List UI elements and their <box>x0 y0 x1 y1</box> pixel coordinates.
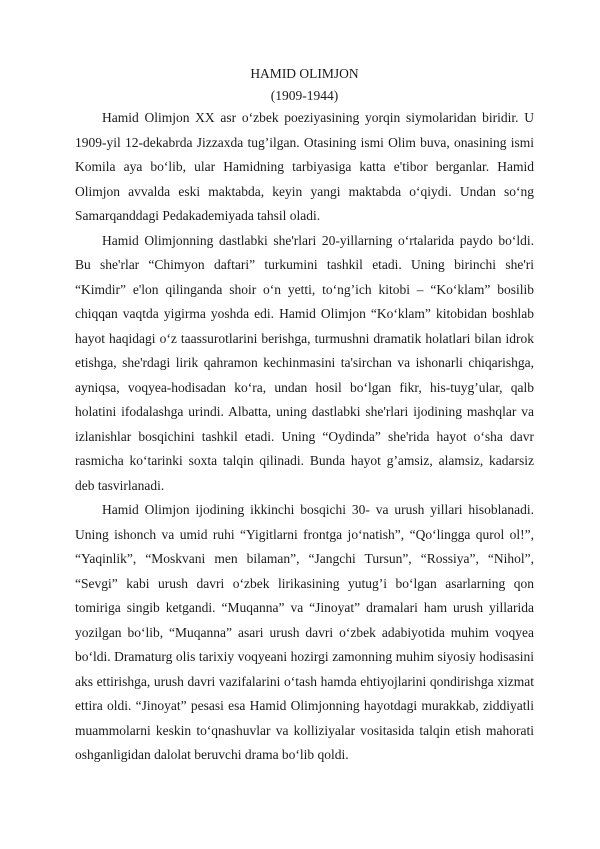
paragraph-2: Hamid Olimjonning dastlabki she'rlari 20-yillarning o‘rtalarida paydo bo‘ldi. Bu she'rlar “Chimyon daftari” turkumini tashkil etadi. Uning birinchi she'ri “Kimdir” e'lon qilinganda shoir o‘n yetti, to‘ng’ich kitobi – “Ko‘klam” bosilib chiqqan vaqtda yigirma yoshda edi. Hamid Olimjon “Ko‘klam” kitobidan boshlab hayot haqidagi o‘z taassurotlarini berishga, turmushni dramatik holatlari bilan idrok etishga, she'rdagi lirik qahramon kechinmasini ta'sirchan va ishonarli chiqarishga, ayniqsa, voqyea-hodisadan ko‘ra, undan hosil bo‘lgan fikr, his-tuyg’ular, qalb holatini ifodalashga urindi. Albatta, uning dastlabki she'rlari ijodining mashqlar va izlanishlar bosqichini tashkil etadi. Uning “Oydinda” she'rida hayot o‘sha davr rasmicha ko‘tarinki soxta talqin qilinadi. Bunda hayot g’amsiz, alamsiz, kadarsiz deb tasvirlanadi. <box>75 232 534 493</box>
document-years: (1909-1944) <box>270 88 339 103</box>
paragraph-3: Hamid Olimjon ijodining ikkinchi bosqichi 30- va urush yillari hisoblanadi. Uning ishonch va umid ruhi “Yigitlarni frontga jo‘natish”, “Qo‘lingga qurol ol!”, “Yaqinlik”, “Moskvani men bilaman”, “Jangchi Tursun”, “Rossiya”, “Nihol”, “Sevgi” kabi urush davri o‘zbek lirikasining yutug’i bo‘lgan asarlarning qon tomiriga singib ketgandi. “Muqanna” va “Jinoyat” dramalari ham urush yillarida yozilgan bo‘lib, “Muqanna” asari urush davri o‘zbek adabiyotida muhim voqyea bo‘ldi. Dramaturg olis tarixiy voqyeani hozirgi zamonning muhim siyosiy hodisasini aks ettirishga, urush davri vazifalarini o‘tash hamda ehtiyojlarini qondirishga xizmat ettira oldi. “Jinoyat” pesasi esa Hamid Olimjonning hayotdagi murakkab, ziddiyatli muammolarni keskin to‘qnashuvlar va kolliziyalar vositasida talqin etish mahorati oshganligidan dalolat beruvchi drama bo‘lib qoldi. <box>75 502 534 762</box>
document-title: HAMID OLIMJON <box>250 66 359 81</box>
paragraph-1: Hamid Olimjon XX asr o‘zbek poeziyasining yorqin siymolaridan biridir. U 1909-yil 12-dekabrda Jizzaxda tug’ilgan. Otasining ismi Olim buva, onasining ismi Komila aya bo‘lib, ular Hamidning tarbiyasiga katta e'tibor berganlar. Hamid Olimjon avvalda eski maktabda, keyin yangi maktabda o‘qiydi. Undan so‘ng Samarqanddagi Pedakademiyada tahsil oladi. <box>75 110 534 223</box>
